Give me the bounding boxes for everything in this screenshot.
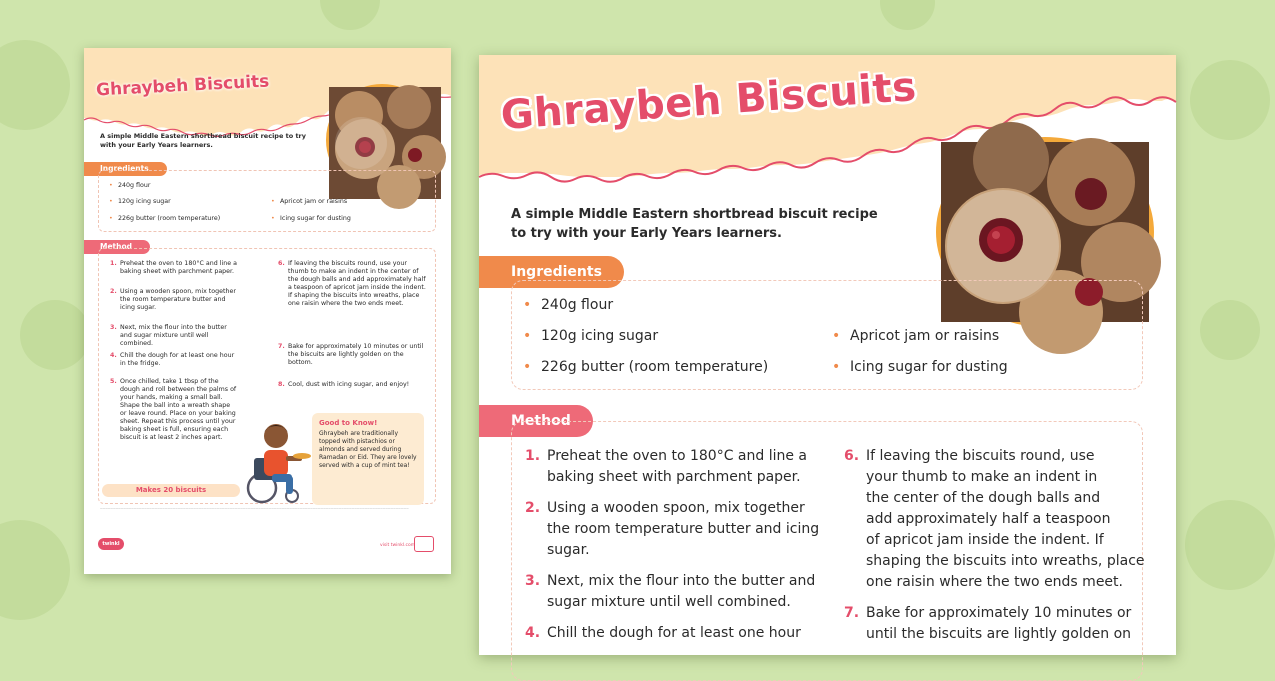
method-step: 2. Using a wooden spoon, mix together the room temperature butter and icing sugar. [525,500,820,558]
bg-bubble [320,0,380,30]
disclaimer-text: ——————————————————————————————————————————————————————————————————————————————————————————————————————————————————————— [100,507,409,510]
makes-label: Makes 20 biscuits [102,484,240,497]
ingredient-item: • Icing sugar for dusting [271,215,351,222]
bg-bubble [1200,300,1260,360]
method-step: 4. Chill the dough for at least one hour in the fridge. [110,352,235,367]
ingredient-item: • Apricot jam or raisins [271,198,348,205]
good-to-know-box [312,413,424,505]
bg-bubble [1185,500,1275,590]
bg-bubble [0,520,70,620]
ingredient-item: • 226g butter (room temperature) [523,359,769,375]
method-step: 1. Preheat the oven to 180°C and line a baking sheet with parchment paper. [110,260,237,275]
method-step: 3. Next, mix the flour into the butter and sugar mixture until well combined. [525,573,816,610]
good-to-know-text: Ghraybeh are traditionally topped with pistachios or almonds and served during Ramadan or Eid. They are lovely served with a cup of mint tea! [319,430,417,469]
recipe-sheet-preview [84,48,451,574]
ingredient-item: • Icing sugar for dusting [832,359,1008,375]
page-title: Ghraybeh Biscuits [95,71,270,101]
method-step: 1. Preheat the oven to 180°C and line a baking sheet with parchment paper. [525,448,808,485]
method-tab: Method [479,405,593,437]
method-step: 4. Chill the dough for at least one hour [525,625,801,641]
ingredients-tab: Ingredients [84,162,167,176]
method-step: 7. Bake for approximately 10 minutes or until the biscuits are lightly golden on [844,605,1132,642]
method-tab: Method [84,240,150,254]
method-step: 7. Bake for approximately 10 minutes or until the biscuits are lightly golden on the bottom. [278,343,424,366]
footer-url: visit twinkl.com [380,543,416,548]
intro-text: A simple Middle Eastern shortbread biscuit recipe to try with your Early Years learners. [511,207,878,241]
good-to-know-title: Good to Know! [319,419,378,427]
method-step: 6. If leaving the biscuits round, use your thumb to make an indent in the center of the dough balls and add approximately half a teaspoon of apricot jam inside the indent. If shaping the biscuits into wreaths, place one raisin where the two ends meet. [844,448,1145,590]
ingredient-item: • 226g butter (room temperature) [109,215,221,222]
ingredient-item: • 120g icing sugar [523,328,659,344]
method-step: 8. Cool, dust with icing sugar, and enjoy! [278,381,410,388]
ingredient-item: • 120g icing sugar [109,198,171,205]
ingredient-item: • 240g flour [523,297,614,313]
bg-bubble [0,40,70,130]
ingredients-tab: Ingredients [479,256,624,288]
bg-bubble [1190,60,1270,140]
ingredient-item: • Apricot jam or raisins [832,328,1000,344]
method-step: 3. Next, mix the flour into the butter and sugar mixture until well combined. [110,324,227,347]
intro-text: A simple Middle Eastern shortbread biscuit recipe to try with your Early Years learners. [100,132,307,149]
ingredient-item: • 240g flour [109,182,151,189]
method-step: 2. Using a wooden spoon, mix together the room temperature butter and icing sugar. [110,288,236,311]
method-step: 6. If leaving the biscuits round, use your thumb to make an indent in the center of the dough balls and add approximately half a teaspoon of apricot jam inside the indent. If shaping the biscuits into wreaths, place one raisin where the two ends meet. [278,260,426,307]
twinkl-logo: twinkl [98,538,124,550]
child-wheelchair-illustration [246,410,316,505]
badge-icon [414,536,434,552]
bg-bubble [880,0,935,30]
recipe-sheet-zoom [479,55,1176,655]
page-title: Ghraybeh Biscuits [499,64,918,139]
method-step: 5. Once chilled, take 1 tbsp of the dough and roll between the palms of your hands, making a small ball. Shape the ball into a wreath shape or leave round. Place on your baking sheet. Repeat this process until your baking sheet is full, ensuring each biscuit is at least 2 inches apart. [110,378,237,441]
bg-bubble [20,300,90,370]
